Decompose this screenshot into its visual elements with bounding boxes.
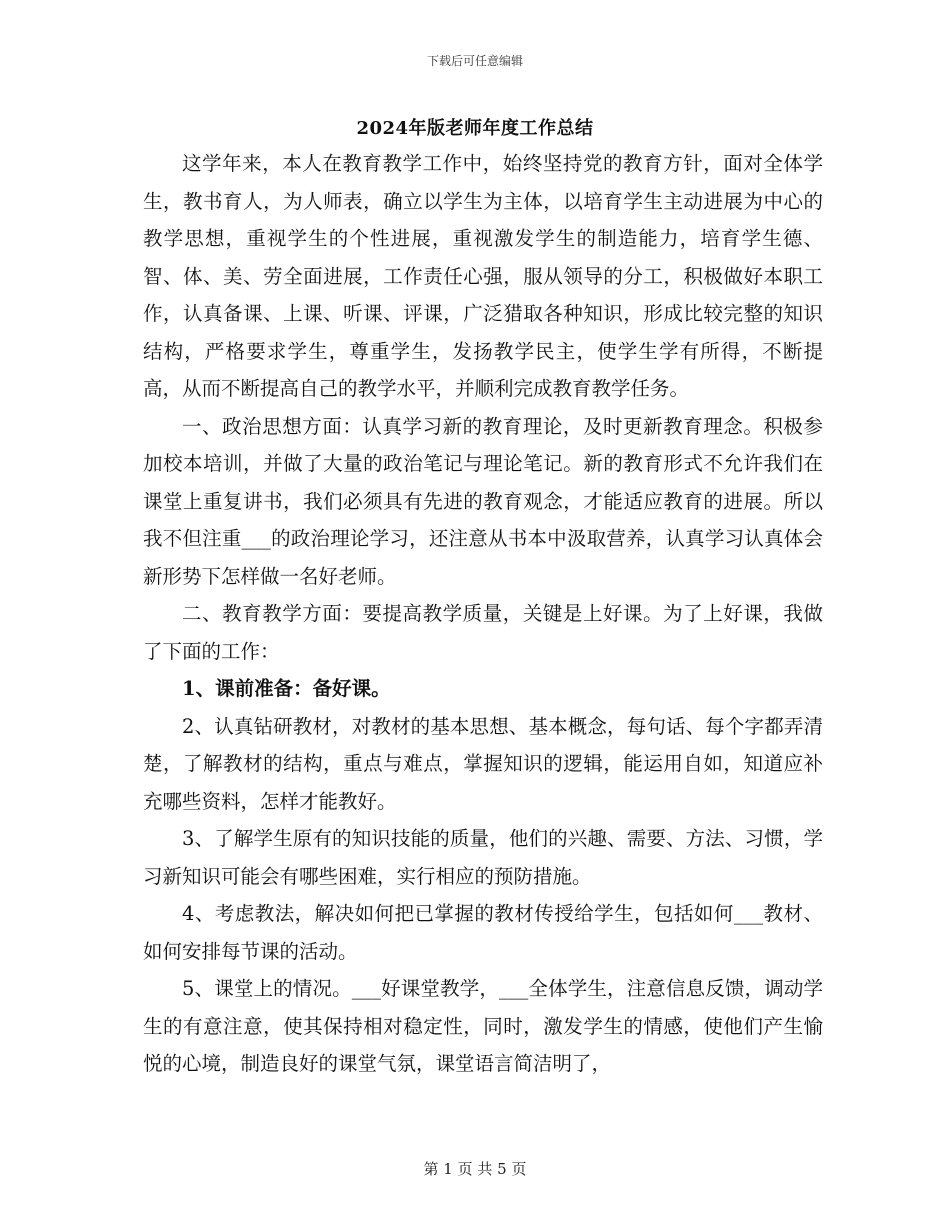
paragraph-teaching-intro: 二、教育教学方面：要提高教学质量，关键是上好课。为了上好课，我做了下面的工作： [143, 602, 823, 663]
paragraph-item-2: 2、认真钻研教材，对教材的基本思想、基本概念，每句话、每个字都弄清楚，了解教材的结构，重点与难点，掌握知识的逻辑，能运用自如，知道应补充哪些资料，怎样才能教好。 [143, 714, 823, 813]
page-number: 第 1 页 共 5 页 [423, 1160, 527, 1178]
document-body [143, 145, 823, 1083]
paragraph-intro: 这学年来，本人在教育教学工作中，始终坚持党的教育方针，面对全体学生，教书育人，为人师表，确立以学生为主体，以培育学生主动进展为中心的教学思想，重视学生的个性进展，重视激发学生的制造能力，培育学生德、智、体、美、劳全面进展，工作责任心强，服从领导的分工，积极做好本职工作，认真备课、上课、听课、评课，广泛猎取各种知识，形成比较完整的知识结构，严格要求学生，尊重学生，发扬教学民主，使学生学有所得，不断提高，从而不断提高自己的教学水平，并顺利完成教育教学任务。 [143, 152, 823, 400]
document-title: 2024年版老师年度工作总结 [356, 118, 594, 139]
paragraph-political-thought: 一、政治思想方面：认真学习新的教育理论，及时更新教育理念。积极参加校本培训，并做了大量的政治笔记与理论笔记。新的教育形式不允许我们在课堂上重复讲书，我们必须具有先进的教育观念，才能适应教育的进展。所以我不但注重___的政治理论学习，还注意从书本中汲取营养，认真学习认真体会新形势下怎样做一名好老师。 [143, 414, 823, 588]
paragraph-item-4: 4、考虑教法，解决如何把已掌握的教材传授给学生，包括如何___教材、如何安排每节课的活动。 [143, 902, 823, 963]
paragraph-item-3: 3、了解学生原有的知识技能的质量，他们的兴趣、需要、方法、习惯，学习新知识可能会有哪些困难，实行相应的预防措施。 [143, 827, 823, 888]
paragraph-item-5: 5、课堂上的情况。___好课堂教学，___全体学生，注意信息反馈，调动学生的有意注意，使其保持相对稳定性，同时，激发学生的情感，使他们产生愉悦的心境，制造良好的课堂气氛，课堂语言简洁明了， [143, 977, 823, 1075]
paragraph-lesson-prep-heading: 1、课前准备：备好课。 [182, 677, 391, 700]
page-header-note: 下载后可任意编辑 [426, 54, 523, 68]
